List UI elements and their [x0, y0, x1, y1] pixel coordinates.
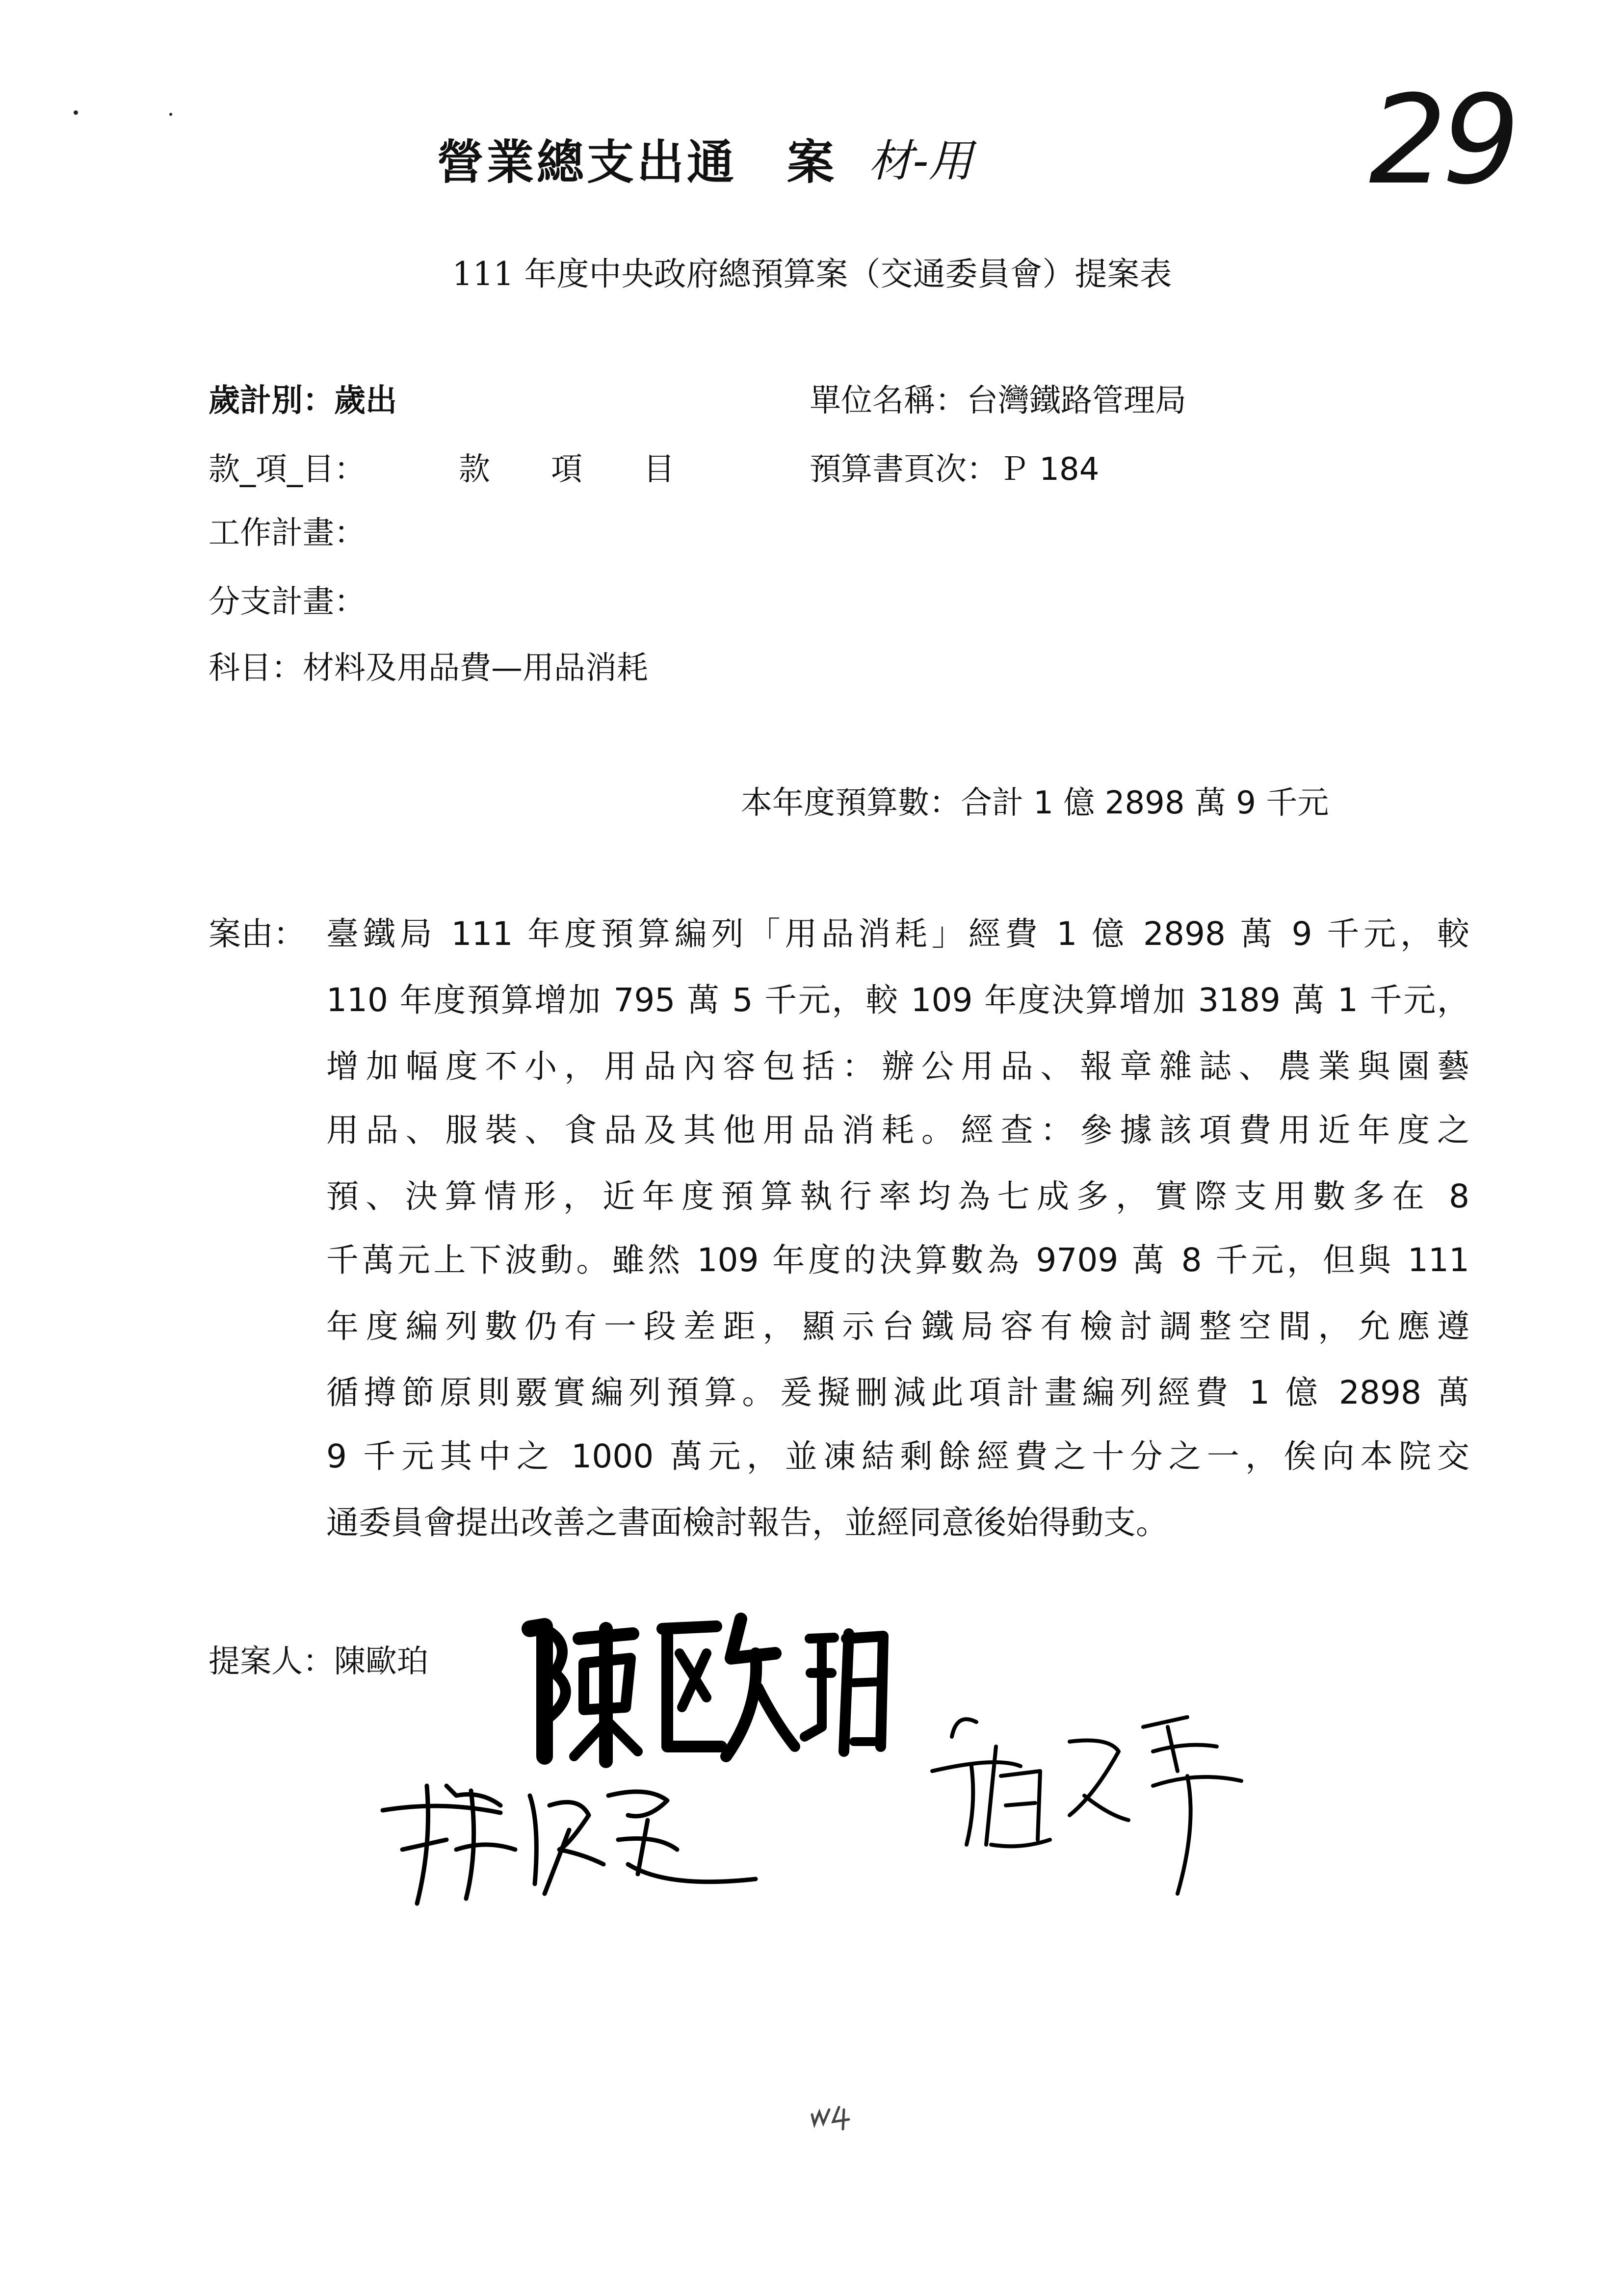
stamp-note: 材-用: [868, 135, 973, 187]
reason-line: 循撙節原則覈實編列預算。爰擬刪減此項計畫編列經費 1 億 2898 萬: [326, 1374, 1469, 1411]
section-item-label: 款_項_目：: [209, 451, 366, 488]
reason-line: 千萬元上下波動。雖然 109 年度的決算數為 9709 萬 8 千元，但與 111: [326, 1241, 1469, 1279]
reason-line: 用品、服裝、食品及其他用品消耗。經查：參據該項費用近年度之: [326, 1111, 1469, 1149]
signature-chen-ou-po: [510, 1599, 893, 1776]
scan-speck: [169, 113, 172, 116]
subject-field: 科目：材料及用品費—用品消耗: [209, 650, 648, 686]
unit-name-field: 單位名稱：台灣鐵路管理局: [810, 383, 1186, 419]
reason-line: 110 年度預算增加 795 萬 5 千元，較 109 年度決算增加 3189 萬 1 千元，: [326, 981, 1469, 1019]
branch-plan-field: 分支計畫：: [209, 584, 366, 620]
reason-line: 通委員會提出改善之書面檢討報告，並經同意後始得動支。: [326, 1504, 1168, 1541]
document-title: 111 年度中央政府總預算案（交通委員會）提案表: [452, 255, 1172, 293]
section-item-value: 款 項 目: [459, 451, 689, 488]
scan-speck: [74, 110, 78, 115]
account-type-field: 歲計別：歲出: [209, 383, 397, 419]
reason-line: 預、決算情形，近年度預算執行率均為七成多，實際支用數多在 8: [326, 1177, 1469, 1215]
proposer-label: 提案人：陳歐珀: [209, 1644, 428, 1680]
reason-line: 9 千元其中之 1000 萬元，並凍結剩餘經費之十分之一，俟向本院交: [326, 1437, 1469, 1475]
signature-lin-chun-hsien: [373, 1766, 775, 1913]
handwritten-page-number: 29: [1369, 69, 1516, 211]
budget-page-field: 預算書頁次：Ｐ 184: [810, 451, 1100, 488]
reason-label: 案由：: [209, 915, 306, 953]
reason-line: 增加幅度不小，用品內容包括：辦公用品、報章雜誌、農業與園藝: [326, 1047, 1469, 1085]
stamp-title: 營業總支出通 案: [437, 134, 837, 190]
work-plan-field: 工作計畫：: [209, 515, 366, 551]
reason-line: 臺鐵局 111 年度預算編列「用品消耗」經費 1 億 2898 萬 9 千元，較: [326, 915, 1469, 953]
budget-total: 本年度預算數：合計 1 億 2898 萬 9 千元: [741, 785, 1329, 821]
scan-mark: [805, 2100, 864, 2134]
signature-chao-tien-lin: [922, 1697, 1266, 1904]
reason-line: 年度編列數仍有一段差距，顯示台鐵局容有檢討調整空間，允應遵: [326, 1307, 1469, 1345]
